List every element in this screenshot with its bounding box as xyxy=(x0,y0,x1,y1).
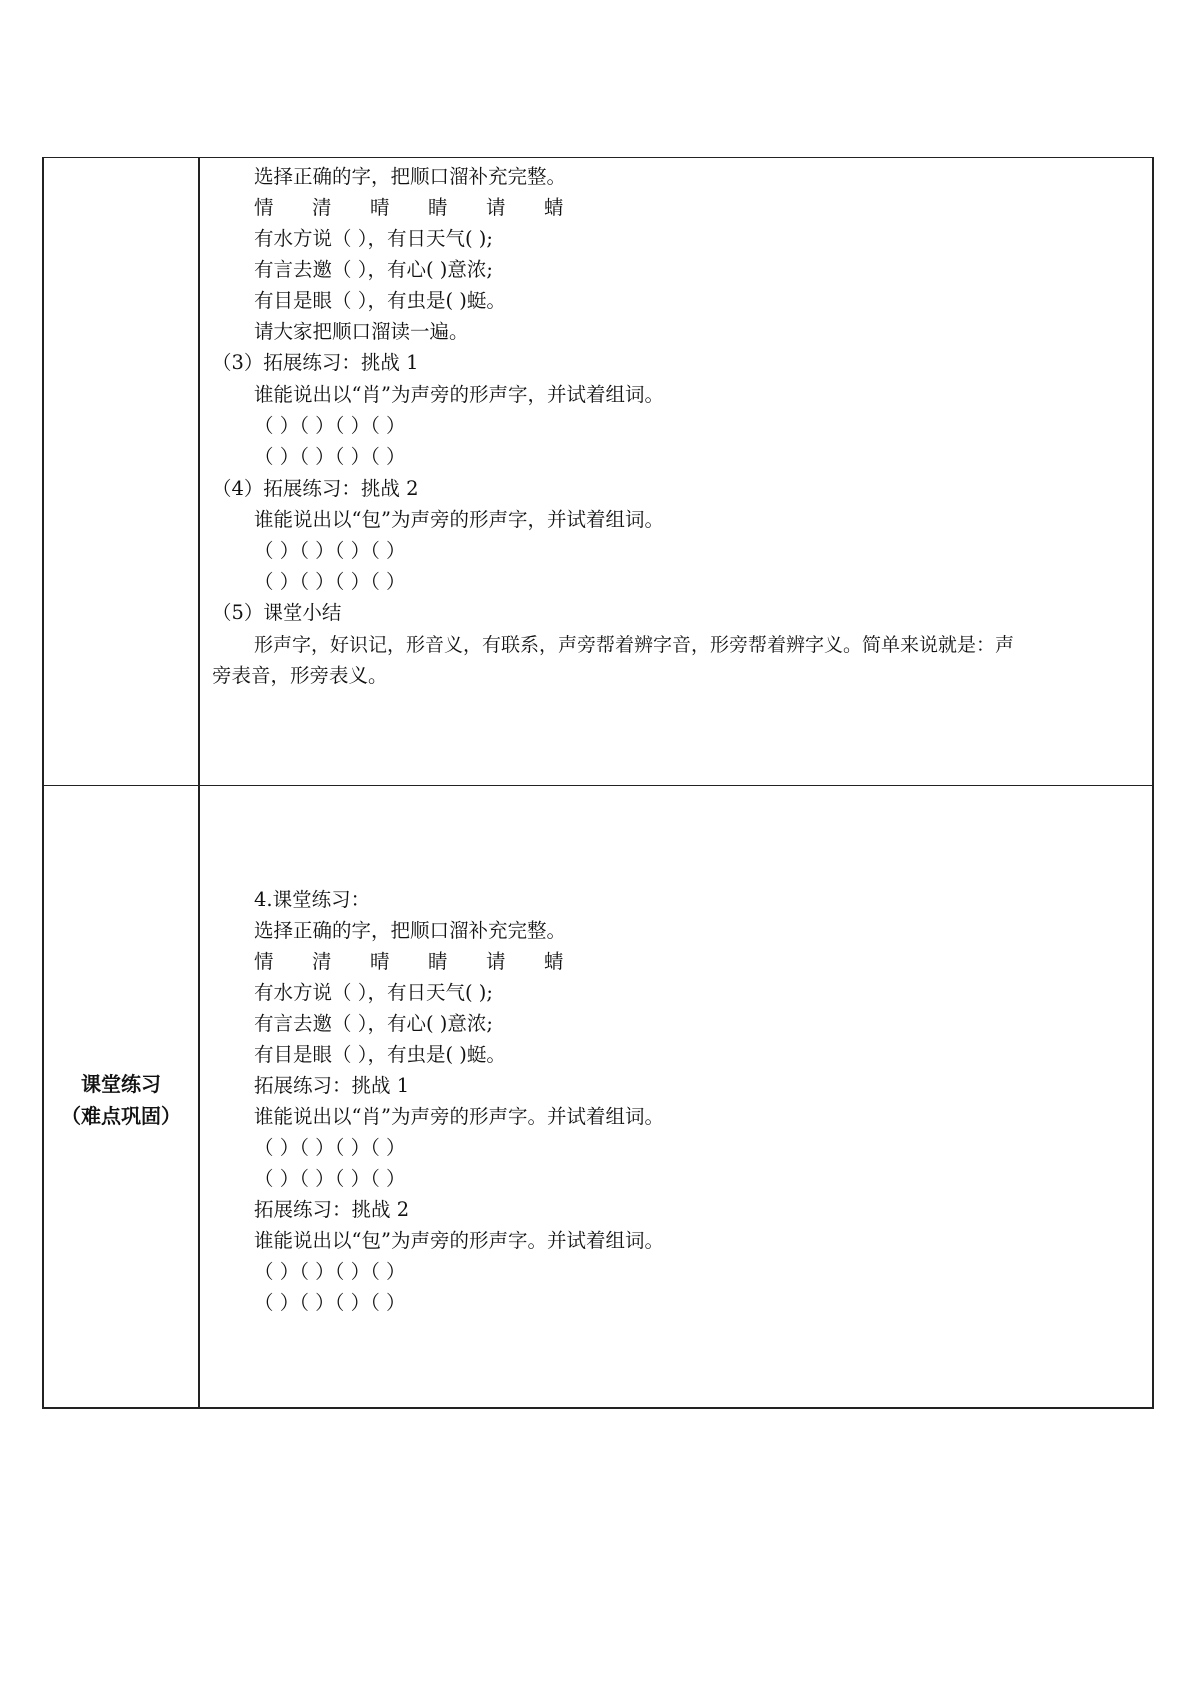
text-line: 有水方说（ ），有日天气( ); xyxy=(254,227,493,250)
char-option: 清 xyxy=(312,950,332,973)
char-options xyxy=(254,195,602,221)
text-line: （4）拓展练习：挑战 2 xyxy=(212,477,419,500)
text-line: 选择正确的字，把顺口溜补充完整。 xyxy=(254,919,567,942)
text-line: 有目是眼（ ），有虫是( )蜓。 xyxy=(254,289,506,312)
char-option: 晴 xyxy=(370,950,390,973)
char-option: 请 xyxy=(486,196,506,219)
column-divider xyxy=(198,158,200,1407)
text-line: 请大家把顺口溜读一遍。 xyxy=(254,320,469,343)
text-line: 谁能说出以“肖”为声旁的形声字。并试着组词。 xyxy=(254,1105,664,1128)
text-line: 拓展练习：挑战 1 xyxy=(254,1074,410,1097)
char-option: 蜻 xyxy=(544,950,564,973)
blank-row: （ ）（ ）（ ）（ ） xyxy=(254,1136,406,1159)
text-line: 谁能说出以“包”为声旁的形声字。并试着组词。 xyxy=(254,1229,664,1252)
text-line: 谁能说出以“肖”为声旁的形声字，并试着组词。 xyxy=(254,383,664,406)
char-options xyxy=(254,949,602,975)
blank-row: （ ）（ ）（ ）（ ） xyxy=(254,445,406,468)
text-line: 有言去邀（ ），有心( )意浓; xyxy=(254,1012,493,1035)
text-line: 形声字，好识记，形音义，有联系，声旁帮着辨字音，形旁帮着辨字义。简单来说就是：声 xyxy=(254,634,1015,656)
text-line: （3）拓展练习：挑战 1 xyxy=(212,351,419,374)
char-option: 晴 xyxy=(370,196,390,219)
section-label-line2: （难点巩固） xyxy=(61,1104,181,1128)
text-line: 有水方说（ ），有日天气( ); xyxy=(254,981,493,1004)
blank-row: （ ）（ ）（ ）（ ） xyxy=(254,539,406,562)
blank-row: （ ）（ ）（ ）（ ） xyxy=(254,414,406,437)
lesson-table xyxy=(42,157,1154,1409)
text-line: 选择正确的字，把顺口溜补充完整。 xyxy=(254,165,567,188)
text-line: 有言去邀（ ），有心( )意浓; xyxy=(254,258,493,281)
text-line: 4.课堂练习： xyxy=(254,888,371,911)
blank-row: （ ）（ ）（ ）（ ） xyxy=(254,1260,406,1283)
char-option: 情 xyxy=(254,196,274,219)
text-line: 有目是眼（ ），有虫是( )蜓。 xyxy=(254,1043,506,1066)
text-line: 拓展练习：挑战 2 xyxy=(254,1198,410,1221)
char-option: 情 xyxy=(254,950,274,973)
text-line: 旁表音，形旁表义。 xyxy=(212,664,388,687)
char-option: 蜻 xyxy=(544,196,564,219)
text-line: （5）课堂小结 xyxy=(212,601,342,624)
text-line: 谁能说出以“包”为声旁的形声字，并试着组词。 xyxy=(254,508,664,531)
blank-row: （ ）（ ）（ ）（ ） xyxy=(254,570,406,593)
blank-row: （ ）（ ）（ ）（ ） xyxy=(254,1167,406,1190)
char-option: 清 xyxy=(312,196,332,219)
char-option: 请 xyxy=(486,950,506,973)
row-divider xyxy=(44,785,1152,786)
char-option: 睛 xyxy=(428,196,448,219)
char-option: 睛 xyxy=(428,950,448,973)
section-label-line1: 课堂练习 xyxy=(81,1072,161,1096)
blank-row: （ ）（ ）（ ）（ ） xyxy=(254,1291,406,1314)
